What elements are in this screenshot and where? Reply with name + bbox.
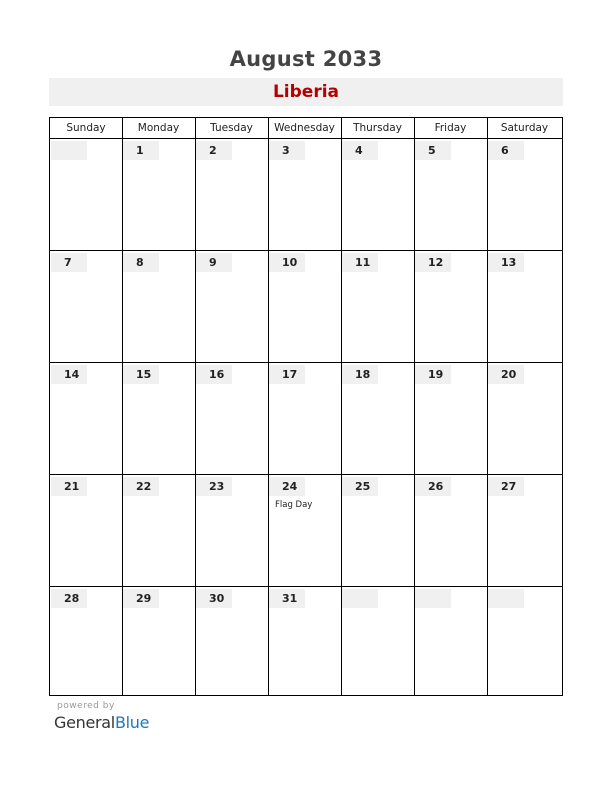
weekday-header-wednesday: Wednesday xyxy=(274,122,335,134)
country-name: Liberia xyxy=(272,82,340,102)
brand-logo[interactable] xyxy=(54,713,149,732)
day-cell-21[interactable] xyxy=(51,475,122,586)
day-number: 28 xyxy=(51,589,87,608)
holiday-label: Flag Day xyxy=(275,500,313,510)
day-number: 20 xyxy=(488,365,524,384)
day-number: 26 xyxy=(415,477,451,496)
country-bar xyxy=(49,78,563,106)
day-number: 9 xyxy=(196,253,232,272)
day-cell-23[interactable] xyxy=(196,475,268,586)
day-number xyxy=(51,141,87,160)
day-cell-17[interactable] xyxy=(269,363,341,474)
day-number: 17 xyxy=(269,365,305,384)
day-number: 7 xyxy=(51,253,87,272)
day-number: 23 xyxy=(196,477,232,496)
day-number: 4 xyxy=(342,141,378,160)
calendar-grid xyxy=(49,117,563,696)
day-cell-1[interactable] xyxy=(123,139,195,250)
day-cell-18[interactable] xyxy=(342,363,414,474)
day-cell-8[interactable] xyxy=(123,251,195,362)
day-number: 30 xyxy=(196,589,232,608)
day-cell-12[interactable] xyxy=(415,251,487,362)
weekday-header-saturday: Saturday xyxy=(500,122,549,134)
day-number: 22 xyxy=(123,477,159,496)
brand-blue: Blue xyxy=(114,713,150,732)
day-cell-31[interactable] xyxy=(269,587,341,696)
day-cell-27[interactable] xyxy=(488,475,562,586)
day-number: 13 xyxy=(488,253,524,272)
day-number: 12 xyxy=(415,253,451,272)
day-number xyxy=(488,589,524,608)
day-cell-26[interactable] xyxy=(415,475,487,586)
day-cell-30[interactable] xyxy=(196,587,268,696)
day-number: 27 xyxy=(488,477,524,496)
day-number: 3 xyxy=(269,141,305,160)
day-cell-7[interactable] xyxy=(51,251,122,362)
weekday-header-tuesday: Tuesday xyxy=(210,122,253,134)
weekday-header-monday: Monday xyxy=(137,122,180,134)
day-number: 5 xyxy=(415,141,451,160)
day-number: 14 xyxy=(51,365,87,384)
day-cell-13[interactable] xyxy=(488,251,562,362)
day-number: 2 xyxy=(196,141,232,160)
day-cell-6[interactable] xyxy=(488,139,562,250)
brand-general: General xyxy=(54,713,115,732)
empty-day-cell xyxy=(342,587,414,696)
day-cell-11[interactable] xyxy=(342,251,414,362)
day-cell-20[interactable] xyxy=(488,363,562,474)
day-cell-19[interactable] xyxy=(415,363,487,474)
empty-day-cell xyxy=(488,587,562,696)
day-number xyxy=(342,589,378,608)
day-cell-2[interactable] xyxy=(196,139,268,250)
day-number: 1 xyxy=(123,141,159,160)
weekday-header-sunday: Sunday xyxy=(66,122,106,134)
day-number: 15 xyxy=(123,365,159,384)
day-cell-14[interactable] xyxy=(51,363,122,474)
day-number: 21 xyxy=(51,477,87,496)
empty-day-cell xyxy=(51,139,122,250)
day-number: 19 xyxy=(415,365,451,384)
calendar-title: August 2033 xyxy=(229,47,383,71)
day-cell-29[interactable] xyxy=(123,587,195,696)
day-number: 29 xyxy=(123,589,159,608)
weekday-header-thursday: Thursday xyxy=(353,122,402,134)
day-number: 11 xyxy=(342,253,378,272)
day-cell-25[interactable] xyxy=(342,475,414,586)
day-number: 10 xyxy=(269,253,305,272)
day-cell-15[interactable] xyxy=(123,363,195,474)
day-cell-4[interactable] xyxy=(342,139,414,250)
day-number: 18 xyxy=(342,365,378,384)
empty-day-cell xyxy=(415,587,487,696)
day-number xyxy=(415,589,451,608)
day-cell-9[interactable] xyxy=(196,251,268,362)
day-cell-16[interactable] xyxy=(196,363,268,474)
powered-by-text: powered by xyxy=(57,701,115,711)
day-cell-5[interactable] xyxy=(415,139,487,250)
day-cell-24[interactable] xyxy=(269,475,341,586)
day-number: 24 xyxy=(269,477,305,496)
day-number: 25 xyxy=(342,477,378,496)
day-cell-22[interactable] xyxy=(123,475,195,586)
day-number: 31 xyxy=(269,589,305,608)
day-cell-28[interactable] xyxy=(51,587,122,696)
weekday-header-friday: Friday xyxy=(434,122,467,134)
day-number: 6 xyxy=(488,141,524,160)
day-cell-10[interactable] xyxy=(269,251,341,362)
day-number: 8 xyxy=(123,253,159,272)
day-number: 16 xyxy=(196,365,232,384)
day-cell-3[interactable] xyxy=(269,139,341,250)
